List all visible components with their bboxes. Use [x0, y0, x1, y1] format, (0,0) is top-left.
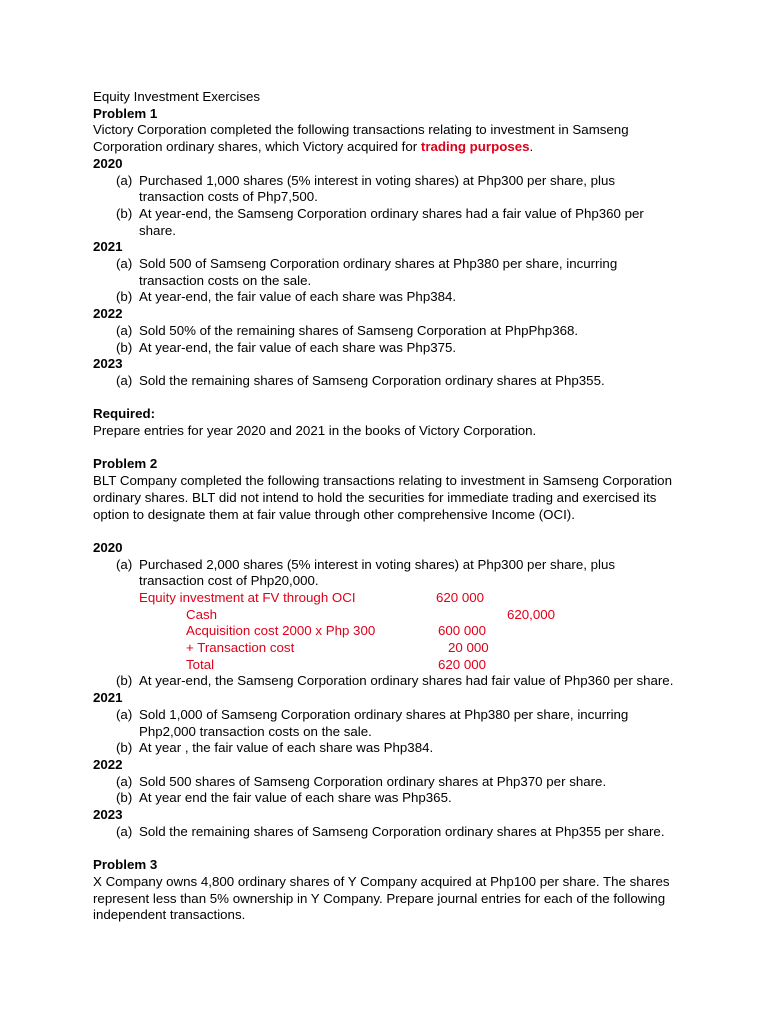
spacer: [93, 523, 683, 540]
p1-year-2020: 2020: [93, 155, 123, 171]
item-label: (a): [116, 556, 133, 572]
item-text: Purchased 1,000 shares (5% interest in voting shares) at Php300 per share, plus transaction costs of Php7,500.: [139, 172, 616, 205]
trading-purposes-highlight: trading purposes: [420, 139, 530, 155]
item-label: (a): [116, 322, 133, 338]
p2-2023-item-a: [93, 824, 683, 841]
spacer: [93, 390, 683, 407]
problem-1-intro-text: Victory Corporation completed the following transactions relating to investment in Samseng Corporation ordinary shares, which Victory acquired for: [93, 122, 629, 155]
calc-label: + Transaction cost: [186, 640, 295, 656]
entry-calc-row-1: [93, 623, 683, 640]
item-text: At year-end, the fair value of each share was Php375.: [139, 339, 457, 355]
calc-amount: 20 000: [448, 640, 489, 656]
item-text: Purchased 2,000 shares (5% interest in voting shares) at Php300 per share, plus transaction cost of Php20,000.: [139, 556, 616, 589]
p2-2021-item-b: [93, 740, 683, 757]
item-label: (a): [116, 773, 133, 789]
p1-2020-item-b: [93, 206, 683, 239]
credit-amount: 620,000: [507, 606, 556, 622]
item-label: (a): [116, 256, 133, 272]
problem-2-heading: Problem 2: [93, 456, 158, 472]
item-text: At year-end, the fair value of each share was Php384.: [139, 289, 457, 305]
required-label: Required:: [93, 406, 156, 422]
item-text: Sold 50% of the remaining shares of Samseng Corporation at PhpPhp368.: [139, 322, 579, 338]
item-label: (a): [116, 823, 133, 839]
item-label: (b): [116, 289, 133, 305]
item-label: (a): [116, 372, 133, 388]
problem-1-heading: Problem 1: [93, 105, 158, 121]
p1-2022-item-a: [93, 323, 683, 340]
p2-year-2023: 2023: [93, 807, 123, 823]
problem-3-intro: X Company owns 4,800 ordinary shares of Y Company acquired at Php100 per share. The shares represent less than 5% ownership in Y Company. Prepare journal entries for each of the following independent transactions.: [93, 873, 670, 923]
item-text: Sold the remaining shares of Samseng Corporation ordinary shares at Php355 per share.: [139, 823, 665, 839]
item-text: At year-end, the Samseng Corporation ordinary shares had a fair value of Php360 per share.: [139, 205, 644, 238]
spacer: [93, 841, 683, 858]
item-text: Sold 500 of Samseng Corporation ordinary shares at Php380 per share, incurring transaction costs on the sale.: [139, 256, 618, 288]
problem-2-intro: BLT Company completed the following transactions relating to investment in Samseng Corporation ordinary shares. BLT did not intend to hold the securities for immediate trading and exercised its option to designate them at fair value through other comprehensive Income (OCI).: [93, 473, 672, 522]
item-text: Sold 1,000 of Samseng Corporation ordinary shares at Php380 per share, incurring Php2,000 transaction costs on the sale.: [139, 706, 629, 739]
p1-year-2021: 2021: [93, 239, 123, 255]
p2-2022-item-a: [93, 774, 683, 791]
p2-2020-item-b: [93, 673, 683, 690]
entry-total-row: [93, 657, 683, 674]
entry-debit-row: [93, 590, 683, 607]
item-label: (b): [116, 205, 133, 221]
debit-account: Equity investment at FV through OCI: [139, 590, 356, 606]
item-label: (b): [116, 339, 133, 355]
item-label: (a): [116, 706, 133, 722]
p1-2020-item-a: [93, 173, 683, 206]
p2-2021-item-a: [93, 707, 683, 740]
problem-3-heading: Problem 3: [93, 857, 158, 873]
p2-year-2020: 2020: [93, 539, 123, 555]
required-text: Prepare entries for year 2020 and 2021 in the books of Victory Corporation.: [93, 423, 537, 439]
debit-amount: 620 000: [436, 590, 485, 606]
p2-year-2021: 2021: [93, 690, 123, 706]
calc-amount: 600 000: [438, 623, 487, 639]
credit-account: Cash: [186, 606, 218, 622]
item-text: At year end the fair value of each share was Php365.: [139, 790, 452, 806]
problem-1-intro-end: .: [529, 139, 534, 155]
item-text: At year-end, the Samseng Corporation ordinary shares had fair value of Php360 per share.: [139, 673, 674, 689]
document-title: Equity Investment Exercises: [93, 89, 261, 104]
entry-credit-row: [93, 607, 683, 624]
item-label: (b): [116, 673, 133, 689]
total-label: Total: [186, 656, 215, 672]
item-text: Sold 500 shares of Samseng Corporation ordinary shares at Php370 per share.: [139, 773, 607, 789]
item-label: (b): [116, 790, 133, 806]
item-text: At year , the fair value of each share was Php384.: [139, 740, 434, 756]
p1-2022-item-b: [93, 340, 683, 357]
journal-entry: [93, 590, 683, 673]
total-amount: 620 000: [438, 656, 487, 672]
p1-year-2022: 2022: [93, 306, 123, 322]
spacer: [93, 440, 683, 457]
item-text: Sold the remaining shares of Samseng Corporation ordinary shares at Php355.: [139, 372, 605, 388]
document-page: [93, 89, 683, 924]
p2-2020-item-a: [93, 557, 683, 590]
p2-year-2022: 2022: [93, 757, 123, 772]
item-label: (a): [116, 172, 133, 188]
problem-1-intro: [93, 122, 683, 155]
entry-calc-row-2: [93, 640, 683, 657]
calc-label: Acquisition cost 2000 x Php 300: [186, 623, 376, 639]
p2-2022-item-b: [93, 790, 683, 807]
item-label: (b): [116, 740, 133, 756]
p1-2021-item-b: [93, 289, 683, 306]
p1-2021-item-a: [93, 256, 683, 289]
p1-2023-item-a: [93, 373, 683, 390]
p1-year-2023: 2023: [93, 356, 123, 372]
